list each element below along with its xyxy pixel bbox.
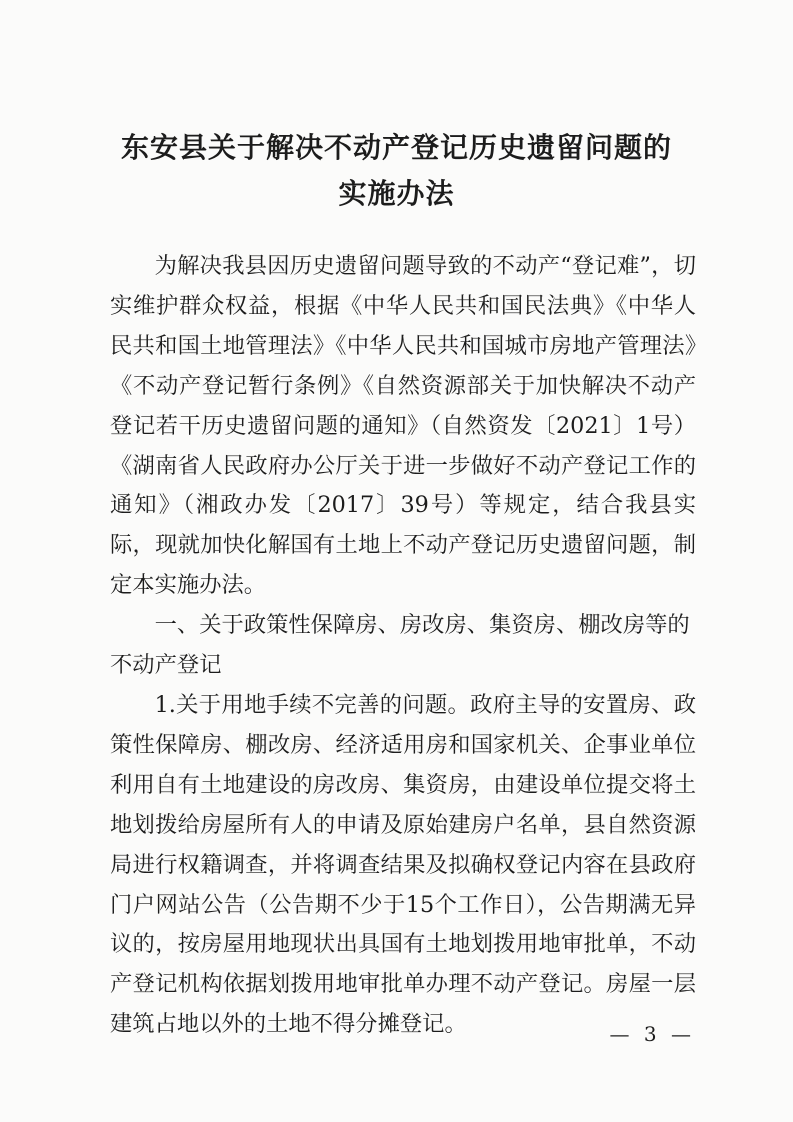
document-title-line1: 东安县关于解决不动产登记历史遗留问题的 xyxy=(120,131,672,164)
item-paragraph: 1.关于用地手续不完善的问题。政府主导的安置房、政策性保障房、棚改房、经济适用房和国家机关、企事业单位利用自有土地建设的房改房、集资房，由建设单位提交将土地划拨给房屋所有人的申请及原始建房户名单，县自然资源局进行权籍调查，并将调查结果及拟确权登记内容在县政府门户网站公告（公告期不少于15个工作日），公告期满无异议的，按房屋用地现状出具国有土地划拨用地审批单，不动产登记机构依据划拨用地审批单办理不动产登记。房屋一层建筑占地以外的土地不得分摊登记。 xyxy=(110,691,696,1038)
page-number: — 3 — xyxy=(609,1022,695,1046)
document-body xyxy=(110,247,696,1045)
section-heading: 一、关于政策性保障房、房改房、集资房、棚改房等的不动产登记 xyxy=(110,612,690,679)
intro-paragraph: 为解决我县因历史遗留问题导致的不动产“登记难”，切实维护群众权益，根据《中华人民共和国民法典》《中华人民共和国土地管理法》《中华人民共和国城市房地产管理法》《不动产登记暂行条例》《自然资源部关于加快解决不动产登记若干历史遗留问题的通知》（自然资发〔2021〕1号）《湖南省人民政府办公厅关于进一步做好不动产登记工作的通知》（湘政办发〔2017〕39号）等规定，结合我县实际，现就加快化解国有土地上不动产登记历史遗留问题，制定本实施办法。 xyxy=(110,253,696,599)
document-title-line2: 实施办法 xyxy=(338,177,455,210)
